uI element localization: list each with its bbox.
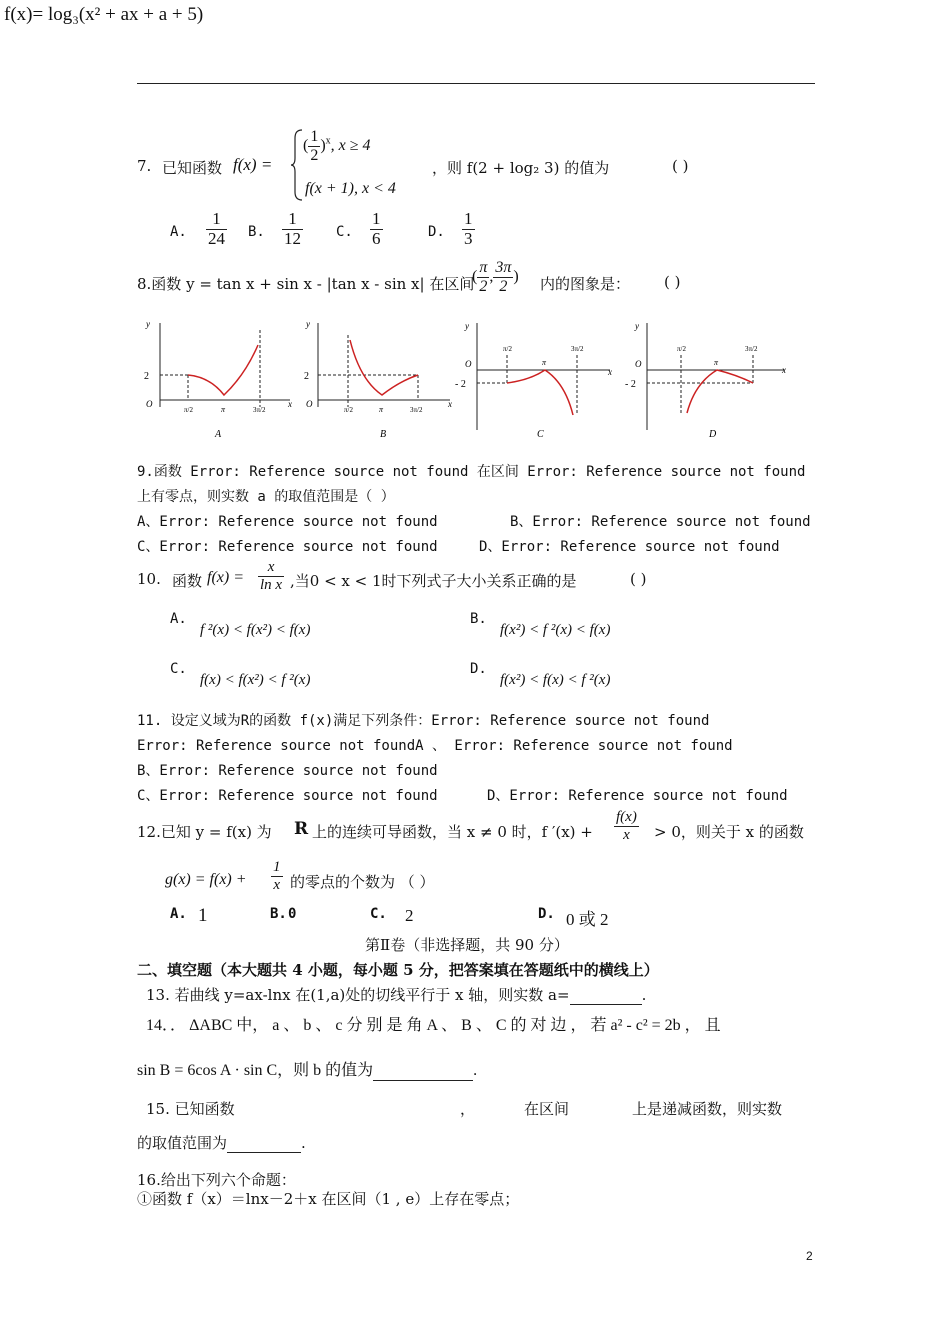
q10-option-label: B. [470,611,487,627]
q11-line2: Error: Reference source not foundA 、 Error: Reference source not found [137,738,733,754]
svg-text:y: y [146,319,150,329]
q10-option-label: A. [170,611,187,627]
page-number: 2 [806,1249,813,1263]
svg-text:π/2: π/2 [184,406,193,414]
q12-line1-R: R [294,819,309,839]
q13-text: 13. 若曲线 y=ax-lnx 在(1,a)处的切线平行于 x 轴，则实数 a= . [146,986,647,1004]
svg-text:y: y [465,321,469,331]
section-2-heading: 二、填空题（本大题共 4 小题，每小题 5 分，把答案填在答题纸中的横线上） [137,961,659,979]
q9-option-a: A、Error: Reference source not found [137,514,438,530]
q7-answer-paren: ( ) [672,157,689,175]
svg-text:3π/2: 3π/2 [410,406,423,414]
svg-text:π: π [542,358,547,367]
q14-line1: 14．． ΔABC 中， a 、 b 、 c 分 别 是 角 A 、 B 、 C 的 对 边 ， 若 a² - c² = 2b ， 且 [146,1017,721,1034]
q9-line2: 上有零点，则实数 a 的取值范围是（ ） [137,489,395,505]
svg-text:y: y [635,321,639,331]
q10-option-label: D. [470,661,487,677]
header-rule [137,83,815,84]
q8-ask: 内的图象是： [540,275,631,293]
q10-text: 函数 [172,572,203,590]
q10-option-expr: f(x²) < f(x) < f ²(x) [500,672,611,688]
svg-text:O: O [146,399,153,409]
q16-line2: ①函数 f（x）＝lnx－2＋x 在区间（1 , e）上存在零点； [137,1190,520,1208]
q14-blank[interactable] [373,1062,473,1081]
q10-condition: ,当0 < x < 1时下列式子大小关系正确的是 [290,572,577,590]
svg-text:3π/2: 3π/2 [253,406,266,414]
svg-text:O: O [635,359,642,369]
q15-blank[interactable] [227,1134,301,1153]
q7-option-value: $\frac{1}{24}$ [208,209,225,248]
q12-option-value: 2 [405,906,414,925]
q11-line1: 11. 设定义域为R的函数 f(x)满足下列条件：Error: Reference source not found [137,713,710,729]
q12-option-label: A. [170,906,187,922]
svg-text:3π/2: 3π/2 [571,345,584,353]
q12-frac2: $\frac{1}{x}$ [273,859,281,893]
q7-option-label: B. [248,224,265,240]
q10-option-expr: f(x) < f(x²) < f ²(x) [200,672,311,688]
q10-answer-paren: ( ) [630,570,647,588]
q7-option-label: C. [336,224,353,240]
q7-option-value: $\frac{1}{6}$ [372,209,381,248]
q10-option-expr: f ²(x) < f(x²) < f(x) [200,622,311,638]
q7-brace [290,128,304,202]
q7-option-label: A. [170,224,187,240]
q12-option-label: B. [270,906,287,922]
graph-b [300,315,460,445]
q7-ask: ，则 f(2 + log₂ 3) 的值为 [432,159,610,177]
q10-number: 10. [137,570,161,588]
q11-line3: B、Error: Reference source not found [137,763,438,779]
svg-text:y: y [306,319,310,329]
q9-option-b: B、Error: Reference source not found [510,514,811,530]
q15-line1-a: 15. 已知函数 [146,1100,235,1118]
q7-option-value: $\frac{1}{12}$ [284,209,301,248]
q15-line2: 的取值范围为 . [137,1134,306,1152]
q12-line2-b: 的零点的个数为 （ ） [290,873,435,891]
graph-c [455,315,620,445]
q7-fx: f(x) = [233,155,273,174]
q12-option-label: D. [538,906,555,922]
q8-interval: ( $\frac{\pi}{2}$ , $\frac{3\pi}{2}$ ) [472,259,519,295]
svg-text:x: x [288,399,292,409]
q9-line1: 9.函数 Error: Reference source not found 在区间 Error: Reference source not found [137,464,806,480]
q8-text: 8.函数 y = tan x + sin x - |tan x - sin x| 在区间 [137,275,475,293]
q11-option-c: C、Error: Reference source not found [137,788,438,804]
graph-label-b: B [380,429,387,440]
graph-label-c: C [537,429,544,440]
header-formula: f(x)= log₃(x² + ax + a + 5) [4,4,204,25]
graph-label-a: A [215,429,222,440]
q16-line1: 16.给出下列六个命题： [137,1171,296,1189]
svg-text:x: x [782,365,786,375]
q15-line1-b: ， [460,1100,476,1118]
svg-text:x: x [608,367,612,377]
q12-option-value: 0 [288,906,297,922]
q12-option-label: C. [370,906,387,922]
q7-text: 已知函数 [162,159,223,177]
q10-fx: f(x) = [207,569,244,586]
q12-frac: $\frac{f(x)}{x}$ [616,809,637,843]
q14-line2: sin B = 6cos A · sin C，则 b 的值为 . [137,1062,478,1079]
svg-text:π: π [221,405,226,414]
q8-answer-paren: ( ) [664,273,681,291]
q13-blank[interactable] [570,986,642,1005]
svg-text:- 2: - 2 [625,379,636,390]
svg-text:π/2: π/2 [503,345,512,353]
q10-option-expr: f(x²) < f ²(x) < f(x) [500,622,611,638]
svg-text:- 2: - 2 [455,379,466,390]
svg-text:O: O [306,399,313,409]
q7-option-label: D. [428,224,445,240]
q10-option-label: C. [170,661,187,677]
svg-text:π: π [379,405,384,414]
svg-text:π/2: π/2 [344,406,353,414]
graph-a [140,315,300,445]
svg-text:2: 2 [304,371,309,382]
svg-text:π: π [714,358,719,367]
q12-line2-a: g(x) = f(x) + [165,871,247,888]
q12-line1-b: 上的连续可导函数，当 x ≠ 0 时，f ′(x) + [312,823,593,841]
q7-case1: ( $\frac{1}{2}$ )$^x$, x ≥ 4 [303,128,371,164]
graph-label-d: D [709,429,717,440]
svg-text:O: O [465,359,472,369]
part-ii-title: 第Ⅱ卷（非选择题，共 90 分） [365,936,569,954]
svg-text:3π/2: 3π/2 [745,345,758,353]
q12-line1-c: > 0，则关于 x 的函数 [654,823,804,841]
q10-frac: $\frac{x}{\text{ln x}}$ [260,559,283,593]
q12-option-value: 0 或 2 [566,910,609,929]
q11-option-d: D、Error: Reference source not found [487,788,788,804]
svg-text:2: 2 [144,371,149,382]
q9-option-d: D、Error: Reference source not found [479,539,780,555]
q7-number: 7. [137,157,152,175]
svg-text:π/2: π/2 [677,345,686,353]
graph-d [625,315,790,445]
q12-option-value: 1 [198,905,208,926]
svg-text:x: x [448,399,452,409]
q15-line1-c: 在区间 [524,1100,570,1118]
q12-line1-a: 12.已知 y = f(x) 为 [137,823,272,841]
q15-line1-d: 上是递减函数，则实数 [632,1100,783,1118]
q7-option-value: $\frac{1}{3}$ [464,209,473,248]
q7-case2: f(x + 1), x < 4 [305,180,396,197]
q9-option-c: C、Error: Reference source not found [137,539,438,555]
